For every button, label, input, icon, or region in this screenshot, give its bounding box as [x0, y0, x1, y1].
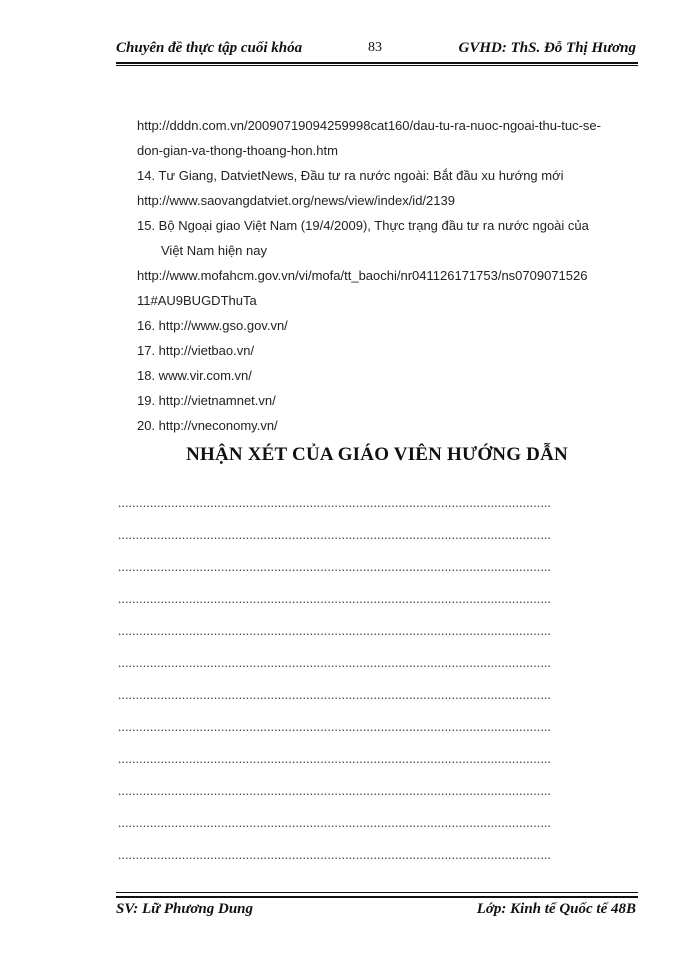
reference-line: http://dddn.com.vn/20090719094259998cat160/dau-tu-ra-nuoc-ngoai-thu-tuc-se- — [137, 118, 601, 133]
comment-line: .......................................................................................................................... — [118, 687, 552, 702]
reference-line: 18. www.vir.com.vn/ — [137, 368, 252, 383]
footer-rule-thin — [116, 892, 638, 893]
comment-line: .......................................................................................................................... — [118, 591, 552, 606]
comment-line: .......................................................................................................................... — [118, 751, 552, 766]
reference-line: 20. http://vneconomy.vn/ — [137, 418, 278, 433]
reference-line: http://www.saovangdatviet.org/news/view/index/id/2139 — [137, 193, 455, 208]
page-header — [116, 38, 638, 64]
reference-line: don-gian-va-thong-thoang-hon.htm — [137, 143, 338, 158]
reference-list — [137, 113, 647, 438]
comment-area — [118, 491, 618, 875]
reference-line: 15. Bộ Ngoại giao Việt Nam (19/4/2009), Thực trạng đầu tư ra nước ngoài của — [137, 218, 589, 233]
comment-line: .......................................................................................................................... — [118, 719, 552, 734]
reference-line: 16. http://www.gso.gov.vn/ — [137, 318, 288, 333]
header-rule — [116, 65, 638, 66]
comment-line: .......................................................................................................................... — [118, 655, 552, 670]
comment-line: .......................................................................................................................... — [118, 815, 552, 830]
reference-line: 19. http://vietnamnet.vn/ — [137, 393, 276, 408]
comment-line: .......................................................................................................................... — [118, 527, 552, 542]
footer-rule-thick — [116, 896, 638, 898]
reference-line: 17. http://vietbao.vn/ — [137, 343, 255, 358]
comment-line: .......................................................................................................................... — [118, 623, 552, 638]
header-supervisor: GVHD: ThS. Đỗ Thị Hương — [458, 40, 636, 56]
comment-line: .......................................................................................................................... — [118, 783, 552, 798]
header-course-title: Chuyên đề thực tập cuối khóa — [116, 40, 303, 56]
comment-line: .......................................................................................................................... — [118, 847, 552, 862]
comment-line: .......................................................................................................................... — [118, 495, 552, 510]
reference-line: http://www.mofahcm.gov.vn/vi/mofa/tt_baochi/nr041126171753/ns0709071526 — [137, 268, 588, 283]
reference-line: Việt Nam hiện nay — [161, 243, 267, 258]
footer-student: SV: Lữ Phương Dung — [116, 901, 254, 917]
comment-line: .......................................................................................................................... — [118, 559, 552, 574]
reference-line: 11#AU9BUGDThuTa — [137, 293, 257, 308]
section-title: NHẬN XÉT CỦA GIÁO VIÊN HƯỚNG DẪN — [186, 444, 568, 465]
page-number: 83 — [368, 40, 382, 55]
reference-line: 14. Tư Giang, DatvietNews, Đầu tư ra nước ngoài: Bắt đầu xu hướng mới — [137, 168, 564, 183]
footer-class: Lớp: Kinh tế Quốc tế 48B — [476, 901, 636, 917]
